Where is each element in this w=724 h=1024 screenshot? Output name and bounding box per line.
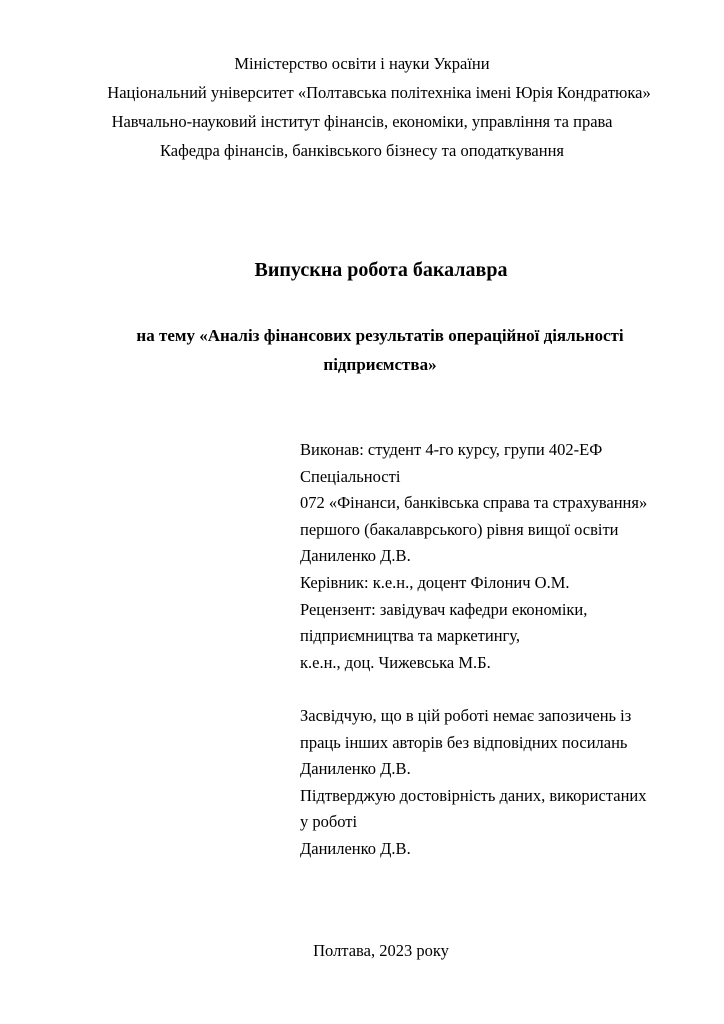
- education-level-line: першого (бакалаврського) рівня вищої освіти: [300, 519, 619, 539]
- student-name: Даниленко Д.В.: [300, 546, 411, 566]
- university-name: Національний університет «Полтавська політехніка імені Юрія Кондратюка»: [107, 83, 651, 102]
- city-year: Полтава, 2023 року: [313, 941, 449, 960]
- author-info-block: [300, 437, 710, 863]
- declaration-signature: Даниленко Д.В.: [300, 759, 411, 779]
- specialty-label: Спеціальності: [300, 466, 401, 486]
- institute-name: Навчально-науковий інститут фінансів, економіки, управління та права: [111, 112, 613, 131]
- reviewer-line-3: к.е.н., доц. Чижевська М.Б.: [300, 652, 491, 672]
- reviewer-line-2: підприємництва та маркетингу,: [300, 626, 521, 646]
- confirmation-line-2: у роботі: [300, 812, 358, 832]
- institution-header: [0, 49, 724, 165]
- topic-line-1: на тему «Аналіз фінансових результатів операційної діяльності: [136, 326, 624, 345]
- document-title: Випускна робота бакалавра: [254, 259, 508, 281]
- spacer: [300, 676, 710, 703]
- declaration-line-1: Засвідчую, що в цій роботі немає запозичень із: [300, 705, 632, 725]
- specialty-line: 072 «Фінанси, банківська справа та страхування»: [300, 493, 648, 513]
- confirmation-signature: Даниленко Д.В.: [300, 838, 411, 858]
- performer-line: Виконав: студент 4-го курсу, групи 402-ЕФ: [300, 440, 603, 459]
- supervisor-line: Керівник: к.е.н., доцент Філонич О.М.: [300, 572, 570, 592]
- topic-line-2: підприємства»: [323, 355, 437, 374]
- department-name: Кафедра фінансів, банківського бізнесу та оподаткування: [159, 141, 564, 160]
- thesis-topic: [0, 321, 724, 379]
- ministry-name: Міністерство освіти і науки України: [234, 54, 490, 73]
- reviewer-line-1: Рецензент: завідувач кафедри економіки,: [300, 599, 588, 619]
- declaration-line-2: праць інших авторів без відповідних посилань: [300, 732, 628, 752]
- confirmation-line-1: Підтверджую достовірність даних, використаних: [300, 785, 647, 805]
